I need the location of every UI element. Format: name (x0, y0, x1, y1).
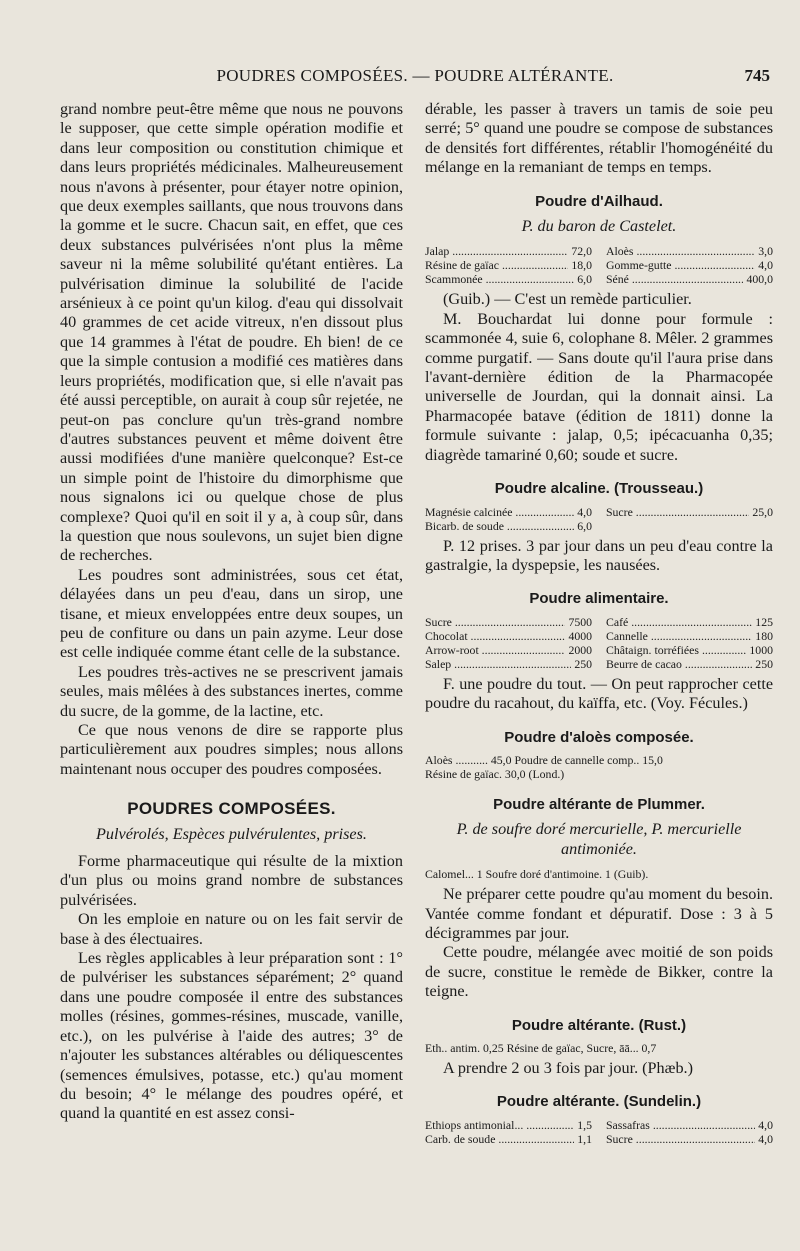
formula-cell (606, 615, 773, 629)
ingredient-name: Sucre ..... (425, 615, 565, 629)
recipe-title: Poudre altérante de Plummer. (493, 795, 705, 813)
ingredient-name: Cannelle ..... (606, 629, 752, 643)
ingredient-quantity: 1,5 (577, 1117, 593, 1132)
ingredient-name: Sucre ..... (606, 505, 749, 519)
ingredient-name: Ethiops antimonial... ..... (425, 1118, 574, 1132)
ingredient-quantity: 4,0 (758, 258, 773, 273)
page-number: 745 (744, 66, 770, 85)
paragraph: P. 12 prises. 3 par jour dans un peu d'eau contre la gastralgie, la dyspepsie, les nausées. (425, 536, 773, 574)
ingredient-name: Sucre ..... (606, 1132, 755, 1146)
formula-table (425, 1118, 773, 1146)
ingredient-quantity: 6,0 (577, 272, 593, 287)
ingredient-quantity: 250 (574, 656, 593, 671)
ingredient-name: Carb. de soude ..... (425, 1132, 574, 1146)
recipe-title: Poudre d'Ailhaud. (535, 192, 663, 210)
formula-line: Calomel... 1 Soufre doré d'antimoine. 1 (Guib). (425, 867, 649, 882)
ingredient-name: Châtaign. torréfiées ..... (606, 643, 746, 657)
recipe-title: Poudre alcaline. (Trousseau.) (494, 480, 704, 498)
ingredient-name: Scammonée ..... (425, 272, 574, 286)
formula-cell (606, 272, 773, 286)
recipe-title: Poudre altérante. (Sundelin.) (496, 1093, 702, 1111)
formula-cell (425, 643, 592, 657)
paragraph: grand nombre peut-être même que nous ne pouvons le supposer, que cette simple opération modifie et dans leur composition ou constitution chimique et dans leurs propriétés médicinales. Malheureusement nous n'avons à présenter, pour étayer notre opinion, que deux exemples saillants, que nous trouvons dans la gomme et le sucre. Chacun sait, en effet, que ces deux substances pulvérisées n'ont plus la même saveur ni la même solubilité qu'étant entières. La pulvérisation diminue la solubilité de l'acide arsénieux à ce point qu'un kilog. d'eau qui dissolvait 40 grammes de cet acide vitreux, n'en dissout plus que 14 grammes à l'état de poudre. Eh bien! de ce que la simple contusion a modifié ces matières dans leurs propriétés, modification que, si elle n'avait pas été aussi perceptible, on aurait à coup sûr rejetée, ne peut-on pas conclure qu'un très-grand nombre d'autres substances peuvent et même doivent être aussi modifiées d'une manière quelconque? Est-ce un simple point de l'histoire du dimorphisme que nous signalons ici ou quelque chose de plus complexe? Quoi qu'il en soit il y a, à coup sûr, dans la question que nous soulevons, un sujet bien digne de recherches. (60, 100, 403, 565)
ingredient-quantity: 1000 (749, 642, 773, 657)
formula-cell (425, 1132, 592, 1146)
formula-lines (425, 753, 773, 781)
left-column (60, 100, 403, 1124)
ingredient-quantity: 1,1 (577, 1131, 593, 1146)
formula-cell (606, 643, 773, 657)
paragraph: Les poudres très-actives ne se prescrivent jamais seules, mais mêlées à des substances inertes, comme du sucre, de la gomme, de la lactine, etc. (60, 662, 403, 720)
formula-lines (425, 867, 773, 881)
ingredient-name: Bicarb. de soude ..... (425, 519, 574, 533)
formula-row (425, 615, 773, 629)
paragraph: (Guib.) — C'est un remède particulier. (443, 290, 692, 309)
ingredient-name: Aloès ..... (606, 244, 755, 258)
formula-cell (606, 629, 773, 643)
ingredient-quantity: 25,0 (752, 504, 773, 519)
ingredient-name: Résine de gaïac ..... (425, 258, 568, 272)
formula-row (425, 643, 773, 657)
ingredient-name: Café ..... (606, 615, 752, 629)
paragraph: Les règles applicables à leur préparation sont : 1° de pulvériser les substances séparément; 2° quand dans une poudre composée il entre des substances molles (résines, gommes-résines, muscade, vanille, etc.), on les pulvérise à l'aide des autres; 3° de n'ajouter les substances altérables ou déliquescentes (semences émulsives, potasse, etc.) qu'au moment du besoin; 4° le mélange des poudres opéré, et quand la quantité en est assez consi- (60, 949, 403, 1123)
ingredient-quantity: 6,0 (577, 518, 593, 533)
ingredient-quantity: 7500 (568, 614, 593, 629)
ingredient-name: Salep ..... (425, 657, 571, 671)
formula-cell (606, 657, 773, 671)
paragraph: A prendre 2 ou 3 fois par jour. (Phæb.) (443, 1059, 693, 1077)
formula-cell (425, 519, 592, 533)
formula-cell (425, 629, 592, 643)
formula-cell (606, 244, 773, 258)
ingredient-quantity: 4000 (568, 628, 593, 643)
formula-row (425, 519, 773, 533)
formula-cell (425, 505, 592, 519)
paragraph: M. Bouchardat lui donne pour formule : scammonée 4, suie 6, colophane 8. Mêler. 2 grammes comme purgatif. — Sans doute qu'il l'aura prise dans l'avant-dernière édition de la Pharmacopée universelle de Jourdan, qui la donnait ainsi. La Pharmacopée batave (édition de 1811) donne la formule suivante : jalap, 0,5; ipécacuanha 0,35; diagrède tamariné 0,60; soude et sucre. (425, 309, 773, 464)
header-title: POUDRES COMPOSÉES. — POUDRE ALTÉRANTE. (216, 66, 614, 85)
paragraph: F. une poudre du tout. — On peut rapprocher cette poudre du racahout, du kaïffa, etc. (Voy. Fécules.) (425, 674, 773, 713)
ingredient-quantity: 4,0 (577, 504, 593, 519)
formula-cell (425, 272, 592, 286)
formula-line: Aloès ........... 45,0 Poudre de cannelle comp.. 15,0 (425, 752, 663, 767)
recipe-subtitle: P. du baron de Castelet. (521, 217, 677, 236)
formula-row (425, 657, 773, 671)
ingredient-name: Sassafras ..... (606, 1118, 755, 1132)
formula-cell (606, 258, 773, 272)
formula-lines (425, 1041, 773, 1055)
recipe-title: Poudre d'aloès composée. (504, 728, 694, 746)
formula-cell (425, 1118, 592, 1132)
formula-row (425, 629, 773, 643)
ingredient-quantity: 4,0 (758, 1131, 773, 1146)
running-header (60, 66, 770, 92)
ingredient-quantity: 3,0 (758, 244, 773, 259)
formula-cell (606, 1118, 773, 1132)
ingredient-name: Beurre de cacao ..... (606, 657, 752, 671)
formula-cell (425, 615, 592, 629)
ingredient-name: Gomme-gutte ..... (606, 258, 755, 272)
ingredient-quantity: 180 (755, 628, 773, 643)
ingredient-quantity: 250 (755, 656, 773, 671)
paragraph: Les poudres sont administrées, sous cet état, délayées dans un peu d'eau, dans un sirop, une tisane, et mieux enveloppées entre deux soupes, un peu de confiture ou dans un pain azyme. Leur dose est celle indiquée comme étant celle de la substance. (60, 565, 403, 662)
formula-cell (606, 519, 773, 533)
right-column (425, 100, 773, 1150)
formula-row (425, 258, 773, 272)
formula-cell (606, 505, 773, 519)
paragraph: Ne préparer cette poudre qu'au moment du besoin. Vantée comme fondant et dépuratif. Dose : 3 à 5 décigrammes par jour. (425, 885, 773, 942)
section-subheading: Pulvérolés, Espèces pulvérulentes, prises. (96, 824, 367, 843)
ingredient-quantity: 72,0 (571, 244, 593, 259)
recipe-subtitle: P. de soufre doré mercurielle, P. mercurielle antimoniée. (456, 820, 742, 858)
formula-cell (606, 1132, 773, 1146)
paragraph: On les emploie en nature ou on les fait servir de base à des électuaires. (60, 910, 403, 948)
paragraph: dérable, les passer à travers un tamis de soie peu serré; 5° quand une poudre se compose de substances de densités fort différentes, rétablir l'homogénéité du mélange en la remaniant de temps en temps. (425, 100, 773, 177)
recipe-title: Poudre alimentaire. (529, 590, 669, 608)
formula-row (425, 1118, 773, 1132)
ingredient-name: Magnésie calcinée ..... (425, 505, 574, 519)
ingredient-quantity: 4,0 (758, 1117, 773, 1132)
ingredient-name: Séné ..... (606, 272, 743, 286)
formula-cell (425, 258, 592, 272)
formula-cell (425, 657, 592, 671)
ingredient-quantity: 400,0 (746, 272, 773, 287)
ingredient-quantity: 125 (755, 614, 773, 629)
recipe-title: Poudre altérante. (Rust.) (511, 1016, 687, 1034)
ingredient-name: Jalap ..... (425, 244, 568, 258)
formula-row (425, 272, 773, 286)
ingredient-quantity: 2000 (568, 642, 593, 657)
formula-table (425, 615, 773, 671)
paragraph: Ce que nous venons de dire se rapporte plus particulièrement aux poudres simples; nous allons maintenant nous occuper des poudres composées. (60, 721, 403, 778)
ingredient-name: Chocolat ..... (425, 629, 565, 643)
formula-line: Eth.. antim. 0,25 Résine de gaïac, Sucre, āā... 0,7 (425, 1041, 657, 1055)
ingredient-name: Arrow-root ..... (425, 643, 565, 657)
formula-table (425, 244, 773, 286)
section-heading: POUDRES COMPOSÉES. (127, 799, 336, 819)
formula-row (425, 244, 773, 258)
formula-row (425, 505, 773, 519)
paragraph: Forme pharmaceutique qui résulte de la mixtion d'un plus ou moins grand nombre de substances pulvérisées. (60, 852, 403, 909)
ingredient-quantity: 18,0 (571, 258, 593, 273)
formula-row (425, 1132, 773, 1146)
formula-cell (425, 244, 592, 258)
formula-line: Résine de gaïac. 30,0 (Lond.) (425, 766, 565, 781)
formula-table (425, 505, 773, 533)
paragraph: Cette poudre, mélangée avec moitié de son poids de sucre, constitue le remède de Bikker, contre la teigne. (425, 943, 773, 1001)
